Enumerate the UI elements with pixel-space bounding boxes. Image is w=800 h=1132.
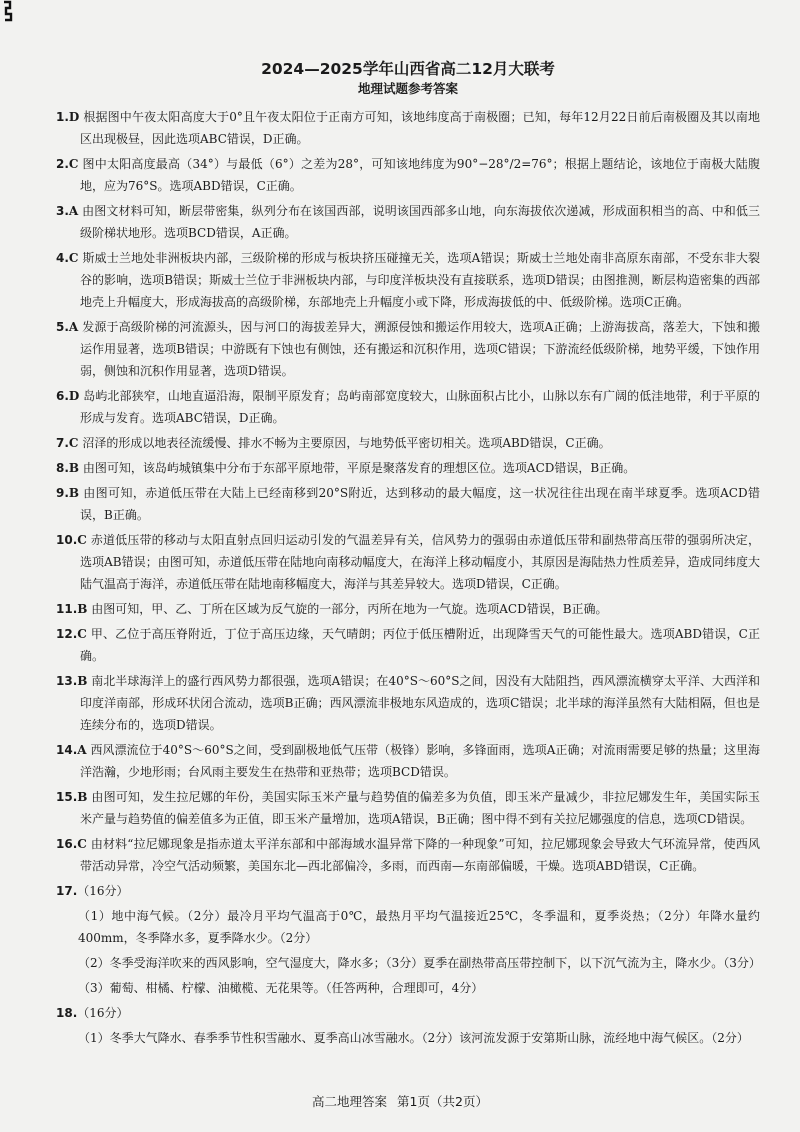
item-explanation: 由图可知，赤道低压带在大陆上已经南移到20°S附近，达到移动的最大幅度，这一状况往往出现在南半球夏季。选项ACD错误，B正确。 [80,486,760,522]
item-explanation: 由材料“拉尼娜现象是指赤道太平洋东部和中部海域水温异常下降的一种现象”可知，拉尼娜现象会导致大气环流异常，使西风带活动异常，冷空气活动频繁，美国东北—西北部偏冷，多雨，而西南—东南部偏暖，干燥。选项ABD错误，C正确。 [80,837,760,873]
q17-part-1: （1）地中海气候。（2分）最冷月平均气温高于0℃，最热月平均气温接近25℃，冬季温和，夏季炎热；（2分）年降水量约400mm，冬季降水多，夏季降水少。（2分） [78,909,760,945]
answer-item-18 [56,1002,760,1024]
item-number: 18. [56,1006,78,1020]
item-answer: C [77,837,87,851]
item-number: 8. [56,461,69,475]
item-number: 3. [56,204,69,218]
item-number: 14. [56,743,78,757]
item-number: 9. [56,486,69,500]
item-answer: D [68,389,80,403]
footer-page-number: 第1页（共2页） [397,1094,488,1109]
answer-item-12 [56,623,760,667]
item-number: 16. [56,837,78,851]
item-answer: B [68,461,80,475]
item-answer: C [68,436,79,450]
q18-part-1: （1）冬季大气降水、春季季节性积雪融水、夏季高山冰雪融水。（2分）该河流发源于安第斯山脉，流经地中海气候区。（2分） [78,1031,749,1045]
q17-part-2: （2）冬季受海洋吹来的西风影响，空气湿度大，降水多；（3分）夏季在副热带高压带控制下，以下沉气流为主，降水少。（3分） [78,956,761,970]
answer-item-11 [56,598,760,620]
answer-item-3 [56,200,760,244]
page-subtitle: 地理试题参考答案 [357,81,458,96]
item-answer: B [68,486,80,500]
item-score: （16分） [77,884,129,898]
item-number: 10. [56,533,78,547]
q17-part-3: （3）葡萄、柑橘、柠檬、油橄榄、无花果等。（任答两种，合理即可，4分） [78,981,484,995]
item-answer: A [68,320,79,334]
answer-item-1 [56,106,760,150]
item-number: 6. [56,389,69,403]
corner-binding-mark [2,0,14,22]
item-answer: C [77,627,87,641]
item-explanation: 发源于高级阶梯的河流源头，因与河口的海拔差异大，溯源侵蚀和搬运作用较大，选项A正确；上游海拔高，落差大，下蚀和搬运作用显著，选项B错误；中游既有下蚀也有侧蚀，还有搬运和沉积作用，选项C错误；下游流经低级阶梯，地势平缓，下蚀作用弱，侧蚀和沉积作用显著，选项D错误。 [80,320,760,378]
item-number: 2. [56,157,69,171]
item-answer: B [77,674,88,688]
item-number: 11. [56,602,78,616]
answer-item-13 [56,670,760,736]
answer-item-14 [56,739,760,783]
answer-item-7 [56,432,760,454]
item-number: 17. [56,884,78,898]
item-answer: A [68,204,79,218]
item-explanation: 南北半球海洋上的盛行西风势力都很强，选项A错误；在40°S～60°S之间，因没有大陆阻挡，西风漂流横穿太平洋、大西洋和印度洋南部，形成环状闭合流动，选项B正确；西风漂流非极地东风造成的，选项C错误；北半球的海洋虽然有大陆相隔，但也是连续分布的，选项D错误。 [80,674,760,732]
item-number: 15. [56,790,78,804]
item-score: （16分） [77,1006,129,1020]
item-number: 7. [56,436,69,450]
item-answer: B [77,602,88,616]
item-explanation: 岛屿北部狭窄，山地直逼沿海，限制平原发育；岛屿南部宽度较大，山脉面积占比小，山脉以东有广阔的低洼地带，利于平原的形成与发育。选项ABC错误，D正确。 [80,389,760,425]
answer-item-8 [56,457,760,479]
answer-item-5 [56,316,760,382]
item-answer: C [68,251,79,265]
page-title: 2024—2025学年山西省高二12月大联考 [261,60,555,78]
item-answer: D [68,110,80,124]
item-number: 5. [56,320,69,334]
item-explanation: 斯威士兰地处非洲板块内部，三级阶梯的形成与板块挤压碰撞无关，选项A错误；斯威士兰地处南非高原东南部，不受东非大裂谷的影响，选项B错误；斯威士兰位于非洲板块内部，与印度洋板块没有直接联系，选项D错误；由图推测，断层构造密集的西部地壳上升幅度大，形成海拔高的高级阶梯，东部地壳上升幅度小或下降，形成海拔低的中、低级阶梯。选项C正确。 [80,251,760,309]
item-number: 4. [56,251,69,265]
item-answer: A [77,743,87,757]
item-explanation: 由图文材料可知，断层带密集，纵列分布在该国西部，说明该国西部多山地，向东海拔依次递减，形成面积相当的高、中和低三级阶梯状地形。选项BCD错误，A正确。 [80,204,760,240]
item-explanation: 西风漂流位于40°S～60°S之间，受到副极地低气压带（极锋）影响，多锋面雨，选项A正确；对流雨需要足够的热量；这里海洋浩瀚，少地形雨；台风雨主要发生在热带和亚热带；选项BCD错误。 [80,743,760,779]
answer-item-6 [56,385,760,429]
item-answer: B [77,790,88,804]
item-explanation: 沼泽的形成以地表径流缓慢、排水不畅为主要原因，与地势低平密切相关。选项ABD错误，C正确。 [82,436,611,450]
item-number: 13. [56,674,78,688]
item-explanation: 由图可知，甲、乙、丁所在区域为反气旋的一部分，丙所在地为一气旋。选项ACD错误，B正确。 [91,602,608,616]
item-number: 12. [56,627,78,641]
item-explanation: 图中太阳高度最高（34°）与最低（6°）之差为28°，可知该地纬度为90°−28°/2=76°；根据上题结论，该地位于南极大陆腹地，应为76°S。选项ABD错误，C正确。 [80,157,760,193]
answer-list [56,106,760,1049]
item-explanation: 甲、乙位于高压脊附近，丁位于高压边缘，天气晴朗；丙位于低压槽附近，出现降雪天气的可能性最大。选项ABD错误，C正确。 [80,627,760,663]
item-explanation: 由图可知，该岛屿城镇集中分布于东部平原地带，平原是聚落发育的理想区位。选项ACD错误，B正确。 [82,461,636,475]
answer-item-17 [56,880,760,902]
answer-item-16 [56,833,760,877]
item-explanation: 根据图中午夜太阳高度大于0°且午夜太阳位于正南方可知，该地纬度高于南极圈；已知，每年12月22日前后南极圈及其以南地区出现极昼，因此选项ABC错误，D正确。 [80,110,760,146]
item-answer: C [77,533,87,547]
item-explanation: 赤道低压带的移动与太阳直射点回归运动引发的气温差异有关，信风势力的强弱由赤道低压带和副热带高压带的强弱所决定，选项AB错误；由图可知，赤道低压带在陆地向南移动幅度大，在海洋上移动幅度小，其原因是海陆热力性质差异，造成同纬度大陆气温高于海洋，赤道低压带在陆地南移幅度大，海洋与其差异较大。选项D错误，C正确。 [80,533,760,591]
item-explanation: 由图可知，发生拉尼娜的年份，美国实际玉米产量与趋势值的偏差多为负值，即玉米产量减少，非拉尼娜发生年，美国实际玉米产量与趋势值的偏差值多为正值，即玉米产量增加，选项A错误，B正确；图中得不到有关拉尼娜强度的信息，选项CD错误。 [80,790,760,826]
footer-label: 高二地理答案 [312,1094,388,1109]
answer-item-10 [56,529,760,595]
answer-item-9 [56,482,760,526]
item-number: 1. [56,110,69,124]
page-footer [0,1092,800,1110]
answer-item-4 [56,247,760,313]
answer-item-2 [56,153,760,197]
item-answer: C [68,157,79,171]
answer-item-15 [56,786,760,830]
